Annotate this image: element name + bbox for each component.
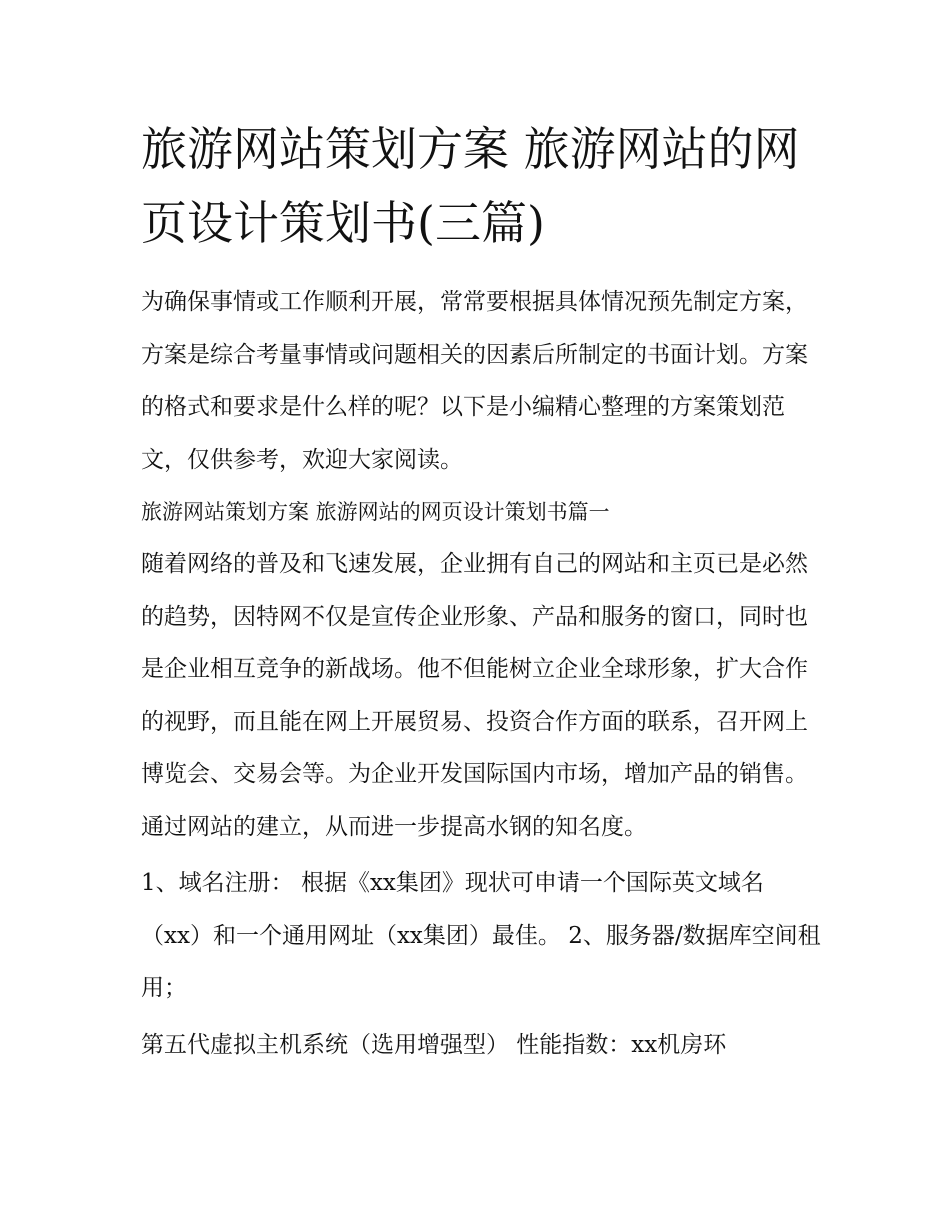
body-paragraph-3: 第五代虚拟主机系统（选用增强型） 性能指数：xx机房环 [141, 1031, 727, 1058]
document-title: 旅游网站策划方案 旅游网站的网页设计策划书(三篇) [141, 122, 800, 250]
intro-paragraph: 为确保事情或工作顺利开展，常常要根据具体情况预先制定方案，方案是综合考量事情或问题相关的因素后所制定的书面计划。方案的格式和要求是什么样的呢？以下是小编精心整理的方案策划范文，仅供参考，欢迎大家阅读。 [141, 289, 808, 473]
body-paragraph-2: 1、域名注册： 根据《xx集团》现状可申请一个国际英文域名（xx）和一个通用网址（xx集团）最佳。 2、服务器/数据库空间租用； [141, 870, 821, 1001]
body-paragraph-1: 随着网络的普及和飞速发展，企业拥有自己的网站和主页已是必然的趋势，因特网不仅是宣传企业形象、产品和服务的窗口，同时也是企业相互竞争的新战场。他不但能树立企业全球形象，扩大合作的视野，而且能在网上开展贸易、投资合作方面的联系，召开网上博览会、交易会等。为企业开发国际国内市场，增加产品的销售。通过网站的建立，从而进一步提高水钢的知名度。 [141, 551, 808, 840]
section-heading: 旅游网站策划方案 旅游网站的网页设计策划书篇一 [141, 500, 610, 524]
document-content [141, 112, 821, 1071]
